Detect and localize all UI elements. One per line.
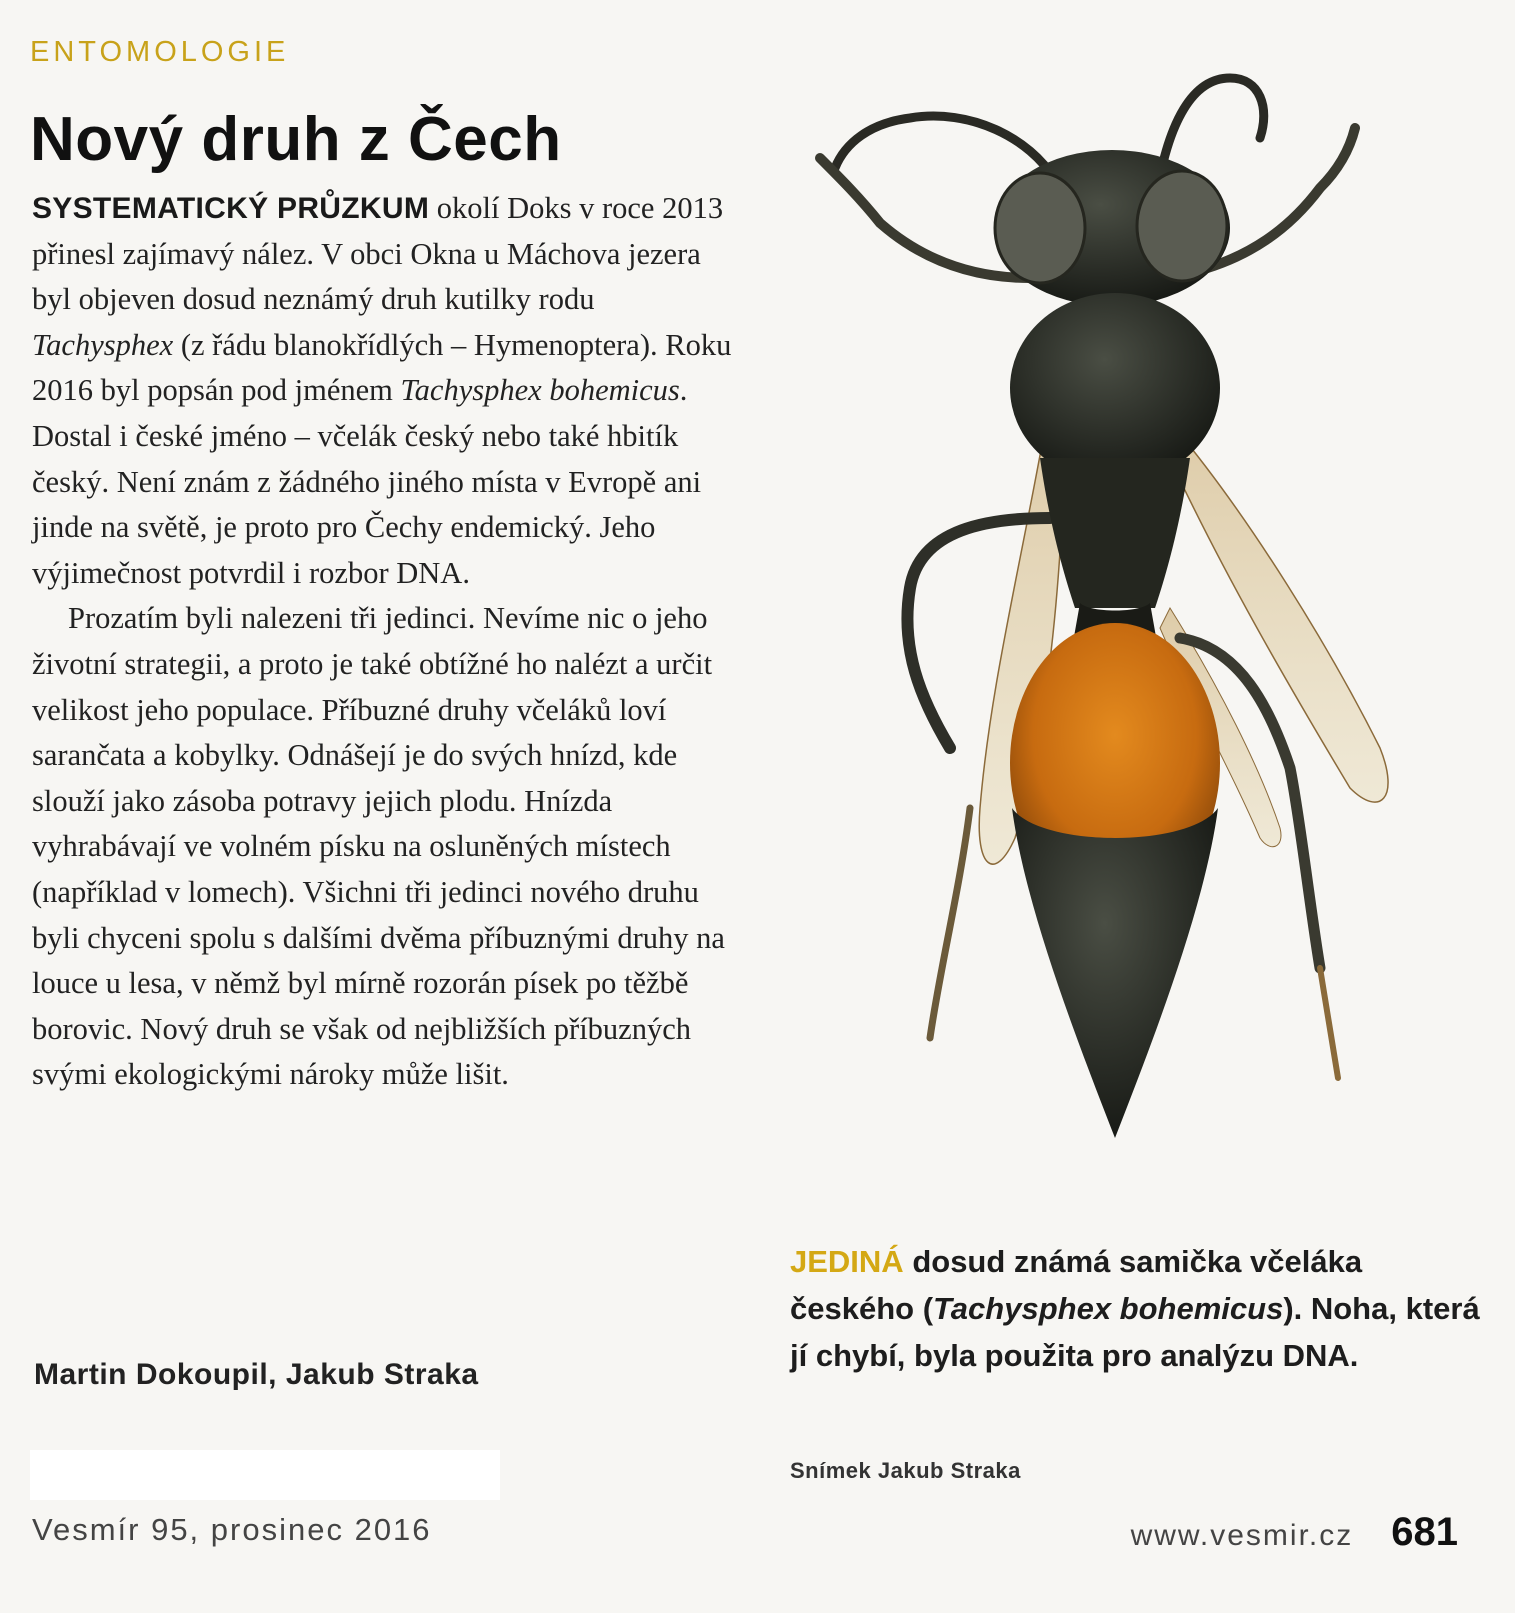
thorax [1010,293,1220,483]
left-antenna [835,116,1055,180]
photo-caption [790,1238,1490,1379]
left-lower-leg [930,808,970,1038]
paragraph-1-text-b: (z řádu blanokřídlých – Hymenoptera). Roku 2016 byl popsán pod jménem [32,327,732,408]
caption-species: Tachysphex bohemicus [933,1291,1284,1326]
caption-text [790,1238,1490,1379]
issue-info: Vesmír 95, prosinec 2016 [32,1512,432,1547]
paragraph-1-text-c: . Dostal i české jméno – včelák český nebo také hbitík český. Není znám z žádného jiného místa v Evropě ani jinde na světě, je proto pro Čechy endemický. Jeho výjimečnost potvrdil i rozbor DNA. [32,373,702,590]
right-lower-leg [1320,968,1338,1078]
lead-in: SYSTEMATICKÝ PRŮZKUM [32,192,430,225]
left-eye [995,173,1085,283]
propodeum [1040,458,1190,608]
right-eye [1137,171,1227,281]
headline: Nový druh z Čech [30,105,562,174]
photo-credit: Snímek Jakub Straka [790,1458,1021,1483]
paragraph-1 [32,186,732,596]
page-number: 681 [1391,1510,1458,1554]
blank-label [30,1450,500,1500]
abdomen-tip [1012,808,1218,1138]
authors: Martin Dokoupil, Jakub Straka [34,1358,479,1391]
wasp-photo [790,48,1480,1178]
paragraph-1-text-a: okolí Doks v roce 2013 přinesl zajímavý nález. V obci Okna u Máchova jezera byl objeven dosud neznámý druh kutilky rodu [32,191,724,317]
caption-text-b: ). Noha, která jí chybí, byla použita pro analýzu DNA. [790,1291,1480,1373]
species-name: Tachysphex bohemicus [400,373,680,408]
website-url[interactable]: www.vesmir.cz [1130,1519,1354,1552]
caption-text-a: dosud známá samička včeláka českého ( [790,1244,1363,1326]
article-body [32,186,732,1098]
section-label: ENTOMOLOGIE [30,36,290,68]
genus-name: Tachysphex [32,327,174,362]
right-antenna [1160,78,1264,176]
footer-right [1131,1510,1458,1555]
paragraph-2: Prozatím byli nalezeni tři jedinci. Nevíme nic o jeho životní strategii, a proto je také obtížné ho nalézt a určit velikost jeho populace. Příbuzné druhy včeláků loví sarančata a kobylky. Odnášejí je do svých hnízd, kde slouží jako zásoba potravy jejich plodu. Hnízda vyhrabávají ve volném písku na osluněných místech (například v lomech). Všichni tři jedinci nového druhu byli chyceni spolu s dalšími dvěma příbuznými druhy na louce u lesa, v němž byl mírně rozorán písek po těžbě borovic. Nový druh se však od nejbližších příbuzných svými ekologickými nároky může lišit. [32,601,725,1092]
caption-lead: JEDINÁ [790,1244,904,1279]
